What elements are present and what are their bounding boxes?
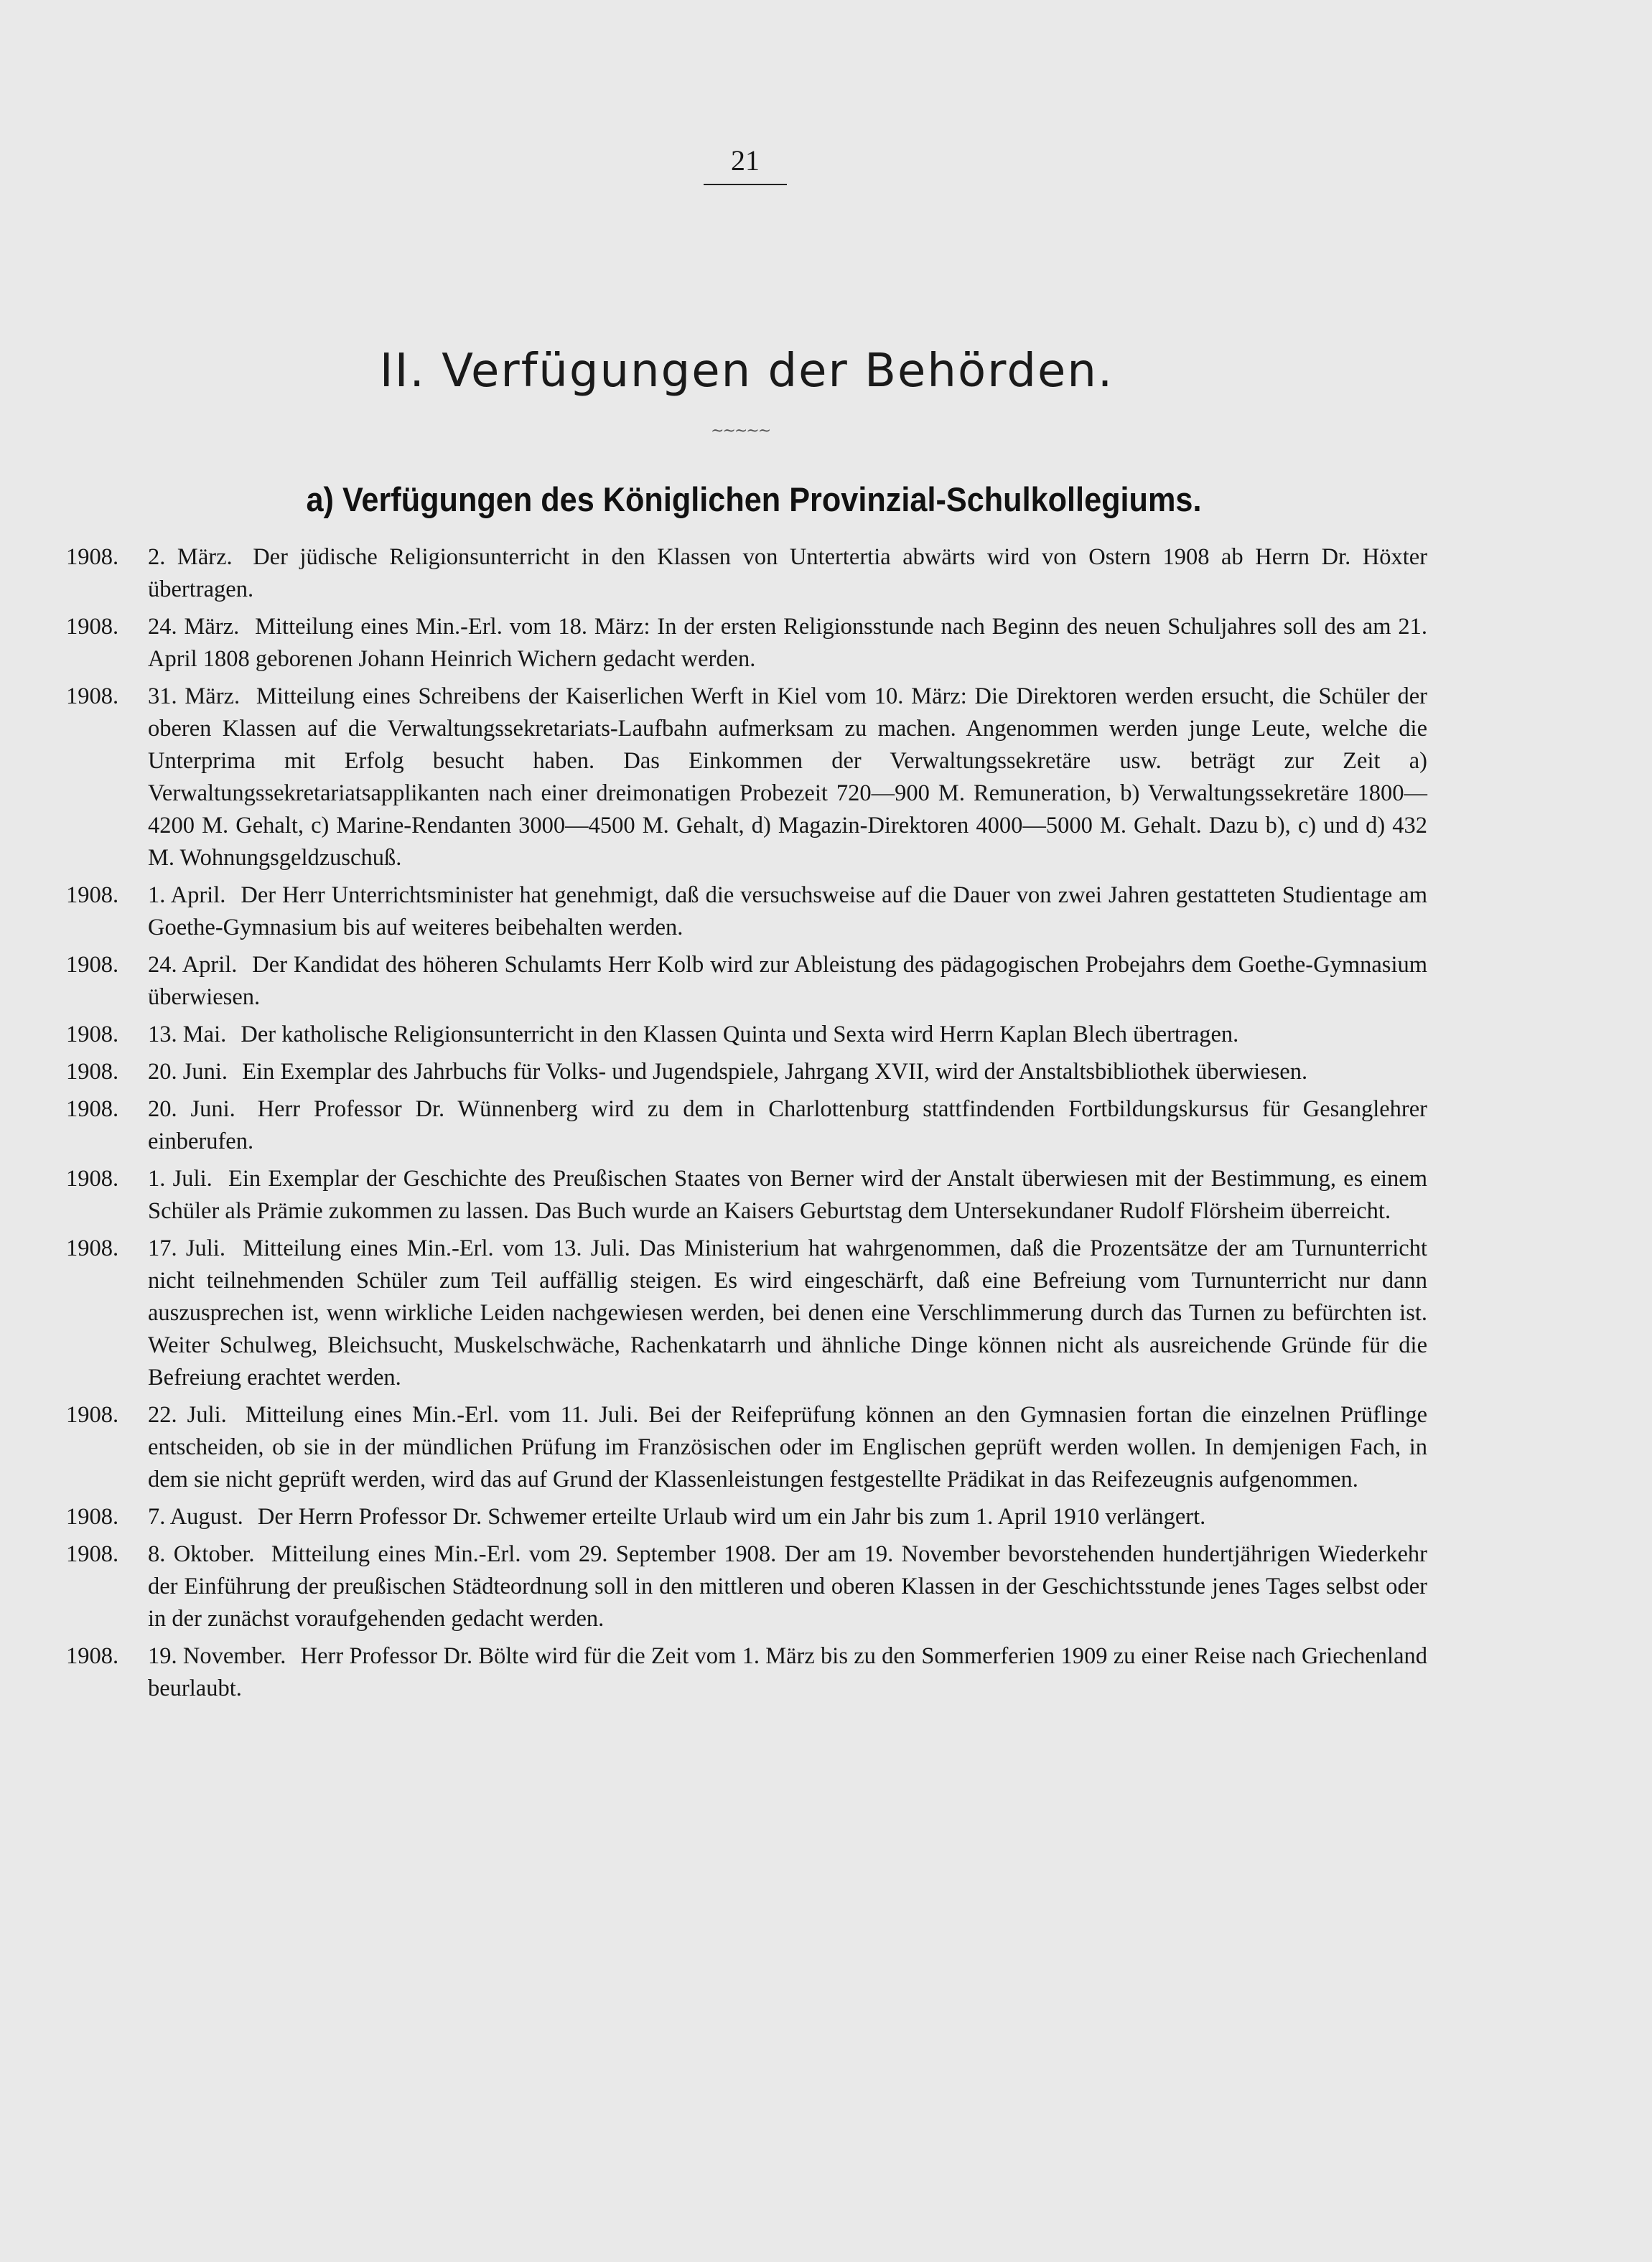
- decree-entry: [66, 1163, 1427, 1228]
- page-number-rule: [704, 184, 787, 185]
- entry-year: 1908.: [66, 614, 119, 640]
- decree-entry: [66, 1538, 1427, 1635]
- subsection-title: a) Verfügungen des Königlichen Provinzial-Schulkollegiums.: [306, 480, 1202, 518]
- entry-year: 1908.: [66, 1541, 119, 1567]
- decree-entry: [66, 1093, 1427, 1158]
- entry-text: Der jüdische Religionsunterricht in den Klassen von Untertertia abwärts wird von Ostern 1908 ab Herrn Dr. Höxter übertragen.: [148, 544, 1428, 602]
- entry-year: 1908.: [66, 683, 119, 709]
- entry-date: 13. Mai.: [148, 1022, 227, 1047]
- decree-entry: [66, 879, 1427, 944]
- entry-date: 20. Juni.: [148, 1059, 228, 1085]
- entry-date: 8. Oktober.: [148, 1541, 255, 1567]
- title-ornament: ~~~~~: [711, 422, 770, 440]
- entry-year: 1908.: [66, 882, 119, 908]
- entry-date: 20. Juni.: [148, 1096, 235, 1122]
- entry-date: 2. März.: [148, 544, 233, 570]
- entry-text: Ein Exemplar des Jahrbuchs für Volks- und Jugendspiele, Jahrgang XVII, wird der Anstaltsbibliothek überwiesen.: [242, 1059, 1308, 1085]
- entry-text: Herr Professor Dr. Wünnenberg wird zu dem in Charlottenburg stattfindenden Fortbildungskursus für Gesanglehrer einberufen.: [148, 1096, 1428, 1154]
- entry-text: Herr Professor Dr. Bölte wird für die Zeit vom 1. März bis zu den Sommerferien 1909 zu einer Reise nach Griechenland beurlaubt.: [148, 1643, 1428, 1701]
- entry-date: 24. März.: [148, 614, 240, 640]
- entry-text: Mitteilung eines Min.-Erl. vom 18. März: In der ersten Religionsstunde nach Beginn des neuen Schuljahres soll des am 21. April 1808 geborenen Johann Heinrich Wichern gedacht werden.: [148, 614, 1428, 672]
- entry-year: 1908.: [66, 1166, 119, 1192]
- decree-entry: [66, 949, 1427, 1014]
- entry-year: 1908.: [66, 1504, 119, 1530]
- entry-text: Der Herrn Professor Dr. Schwemer erteilte Urlaub wird um ein Jahr bis zum 1. April 1910 verlängert.: [257, 1504, 1206, 1530]
- entry-text: Mitteilung eines Min.-Erl. vom 11. Juli. Bei der Reifeprüfung können an den Gymnasien fortan die einzelnen Prüflinge entscheiden, ob sie in der mündlichen Prüfung im Französischen oder im Englischen geprüft werden wollen. In demjenigen Fach, in dem sie nicht geprüft werden, wird das auf Grund der Klassenleistungen festgestellte Prädikat in das Reifezeugnis aufgenommen.: [148, 1402, 1427, 1492]
- entry-year: 1908.: [66, 1059, 119, 1085]
- page-number: 21: [731, 144, 760, 177]
- entry-year: 1908.: [66, 1022, 119, 1047]
- entry-year: 1908.: [66, 1643, 119, 1669]
- decree-entry: [66, 681, 1427, 874]
- decree-list: [66, 541, 1427, 1710]
- entry-date: 19. November.: [148, 1643, 286, 1669]
- decree-entry: [66, 1640, 1427, 1705]
- entry-year: 1908.: [66, 1402, 119, 1428]
- decree-entry: [66, 1501, 1427, 1533]
- entry-text: Der katholische Religionsunterricht in den Klassen Quinta und Sexta wird Herrn Kaplan Blech übertragen.: [241, 1022, 1239, 1047]
- decree-entry: [66, 1399, 1427, 1496]
- entry-year: 1908.: [66, 544, 119, 570]
- decree-entry: [66, 611, 1427, 676]
- entry-year: 1908.: [66, 952, 119, 978]
- entry-year: 1908.: [66, 1235, 119, 1261]
- decree-entry: [66, 1233, 1427, 1394]
- entry-text: Der Herr Unterrichtsminister hat genehmigt, daß die versuchsweise auf die Dauer von zwei Jahren gestatteten Studientage am Goethe-Gymnasium bis auf weiteres beibehalten werden.: [148, 882, 1428, 940]
- entry-date: 7. August.: [148, 1504, 243, 1530]
- entry-year: 1908.: [66, 1096, 119, 1122]
- entry-text: Mitteilung eines Min.-Erl. vom 29. September 1908. Der am 19. November bevorstehenden hundertjährigen Wiederkehr der Einführung der preußischen Städteordnung soll in den mittleren und oberen Klassen in der Geschichtsstunde jenes Tages selbst oder in der zunächst voraufgehenden gedacht werden.: [148, 1541, 1427, 1632]
- decree-entry: [66, 1019, 1427, 1051]
- entry-date: 24. April.: [148, 952, 238, 978]
- entry-text: Ein Exemplar der Geschichte des Preußischen Staates von Berner wird der Anstalt überwiesen mit der Bestimmung, es einem Schüler als Prämie zukommen zu lassen. Das Buch wurde an Kaisers Geburtstag dem Untersekundaner Rudolf Flörsheim überreicht.: [148, 1166, 1428, 1224]
- entry-date: 1. April.: [148, 882, 226, 908]
- entry-text: Mitteilung eines Schreibens der Kaiserlichen Werft in Kiel vom 10. März: Die Direktoren werden ersucht, die Schüler der oberen Klassen auf die Verwaltungssekretariats-Laufbahn aufmerksam zu machen. Angenommen werden junge Leute, welche die Unterprima mit Erfolg besucht haben. Das Einkommen der Verwaltungssekretäre usw. beträgt zur Zeit a) Verwaltungssekretariatsapplikanten nach einer dreimonatigen Probezeit 720—900 M. Remuneration, b) Verwaltungssekretäre 1800—4200 M. Gehalt, c) Marine-Rendanten 3000—4500 M. Gehalt, d) Magazin-Direktoren 4000—5000 M. Gehalt. Dazu b), c) und d) 432 M. Wohnungsgeldzuschuß.: [148, 683, 1428, 871]
- entry-text: Der Kandidat des höheren Schulamts Herr Kolb wird zur Ableistung des pädagogischen Probejahrs dem Goethe-Gymnasium überwiesen.: [148, 952, 1428, 1010]
- entry-date: 31. März.: [148, 683, 241, 709]
- entry-date: 1. Juli.: [148, 1166, 213, 1192]
- decree-entry: [66, 1056, 1427, 1088]
- decree-entry: [66, 541, 1427, 606]
- entry-text: Mitteilung eines Min.-Erl. vom 13. Juli. Das Ministerium hat wahrgenommen, daß die Prozentsätze der am Turnunterricht nicht teilnehmenden Schüler zum Teil auffällig steigen. Es wird eingeschärft, daß eine Befreiung vom Turnunterricht nur dann auszusprechen ist, wenn wirkliche Leiden nachgewiesen werden, bei denen eine Verschlimmerung durch das Turnen zu befürchten ist. Weiter Schulweg, Bleichsucht, Muskelschwäche, Rachenkatarrh und ähnliche Dinge können nicht als ausreichende Gründe für die Befreiung erachtet werden.: [148, 1235, 1427, 1391]
- entry-date: 17. Juli.: [148, 1235, 225, 1261]
- section-title: II. Verfügungen der Behörden.: [379, 345, 1114, 398]
- entry-date: 22. Juli.: [148, 1402, 227, 1428]
